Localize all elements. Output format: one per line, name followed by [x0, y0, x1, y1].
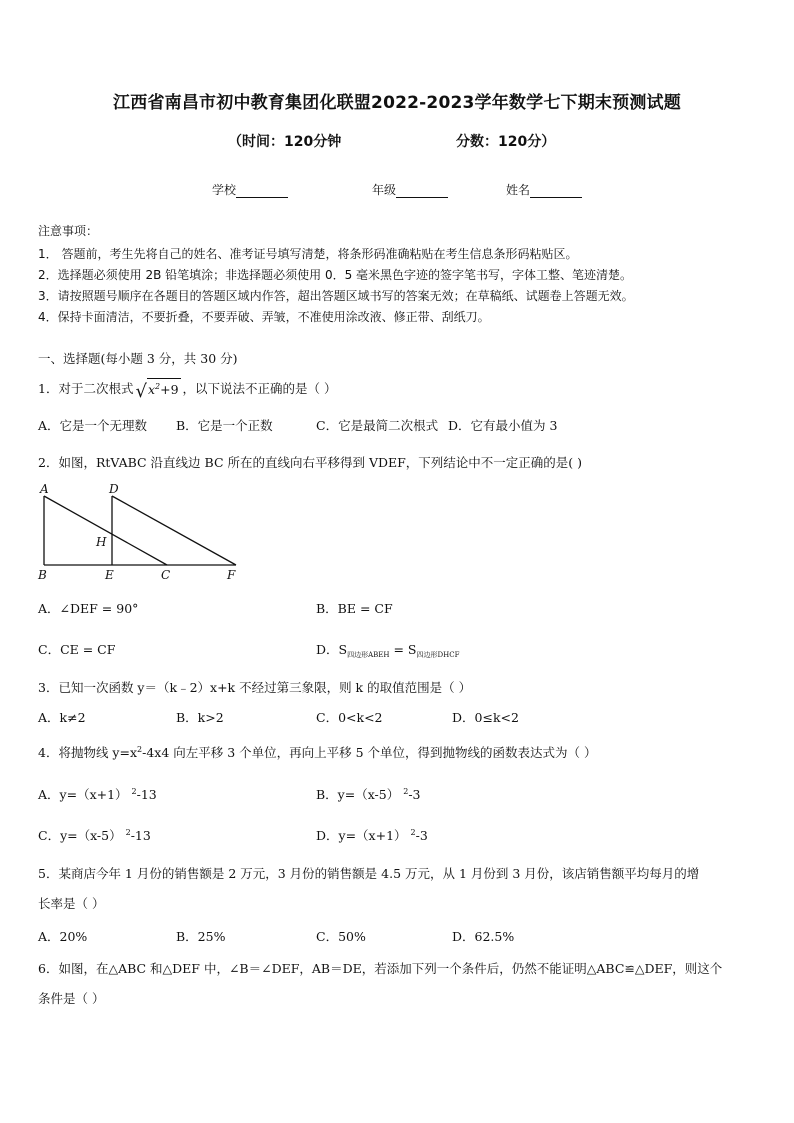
segment-df — [112, 496, 236, 565]
translation-figure — [30, 478, 250, 586]
q5-option-c: C．50% — [316, 929, 366, 944]
total-score: 分数：120分） — [456, 134, 556, 150]
note-item: 1． 答题前，考生先将自己的姓名、准考证号填写清楚，将条形码准确粘贴在考生信息条形码粘贴区。 — [38, 247, 578, 261]
section-heading: 一、选择题(每小题 3 分，共 30 分) — [38, 351, 238, 366]
q3-option-c: C．0<k<2 — [316, 710, 383, 725]
grade-label: 年级 — [372, 183, 397, 197]
q2-option-b: B．BE = CF — [316, 601, 393, 616]
point-a-label: A — [40, 482, 49, 496]
q1-option-b: B．它是一个正数 — [176, 418, 273, 433]
point-b-label: B — [38, 568, 47, 582]
question-3: 3．已知一次函数 y＝（k﹣2）x+k 不经过第三象限，则 k 的取值范围是（ ） — [38, 680, 472, 695]
q4-option-d: D．y=（x+1） $^2$-3 — [316, 827, 428, 843]
q3-option-d: D．0≤k<2 — [452, 710, 519, 725]
name-blank — [530, 184, 582, 198]
q1-option-a: A．它是一个无理数 — [38, 418, 148, 433]
school-field — [212, 181, 288, 198]
point-c-label: C — [161, 568, 171, 582]
school-blank — [236, 184, 288, 198]
grade-field — [372, 181, 448, 198]
question-1: 1．对于二次根式 $√x^2+9$ ，以下说法不正确的是（ ） — [38, 378, 337, 401]
school-label: 学校 — [212, 183, 237, 197]
page-title: 江西省南昌市初中教育集团化联盟2022-2023学年数学七下期末预测试题 — [113, 93, 681, 113]
q2-option-a: A．∠DEF = 90° — [38, 601, 139, 616]
question-5-line-1: 5．某商店今年 1 月份的销售额是 2 万元，3 月份的销售额是 4.5 万元，从 1 月份到 3 月份，该店销售额平均每月的增 — [38, 866, 700, 881]
point-e-label: E — [105, 568, 114, 582]
q4-option-c: C．y=（x-5） $^2$-13 — [38, 827, 151, 843]
question-6-line-1: 6．如图，在△ABC 和△DEF 中，∠B＝∠DEF，AB＝DE，若添加下列一个条件后，仍然不能证明△ABC≌△DEF，则这个 — [38, 961, 723, 976]
name-label: 姓名 — [506, 183, 531, 197]
q2-option-c: C．CE = CF — [38, 642, 116, 657]
question-2: 2．如图，RtVABC 沿直线边 BC 所在的直线向右平移得到 VDEF，下列结论中不一定正确的是( ) — [38, 455, 583, 470]
point-f-label: F — [227, 568, 236, 582]
question-6-line-2: 条件是（ ） — [38, 991, 105, 1006]
q4-option-b: B．y=（x-5） $^2$-3 — [316, 786, 421, 802]
time-limit: （时间：120分钟 — [228, 134, 342, 150]
name-field — [506, 181, 582, 198]
q1-option-c: C．它是最简二次根式 — [316, 418, 439, 433]
q3-option-a: A．k≠2 — [38, 710, 86, 725]
question-4: 4．将抛物线 $y=x^2-4x4$ 向左平移 3 个单位，再向上平移 5 个单位，得到抛物线的函数表达式为（ ） — [38, 744, 597, 760]
note-item: 4．保持卡面清洁，不要折叠，不要弄破、弄皱，不准使用涂改液、修正带、刮纸刀。 — [38, 310, 490, 324]
question-5-line-2: 长率是（ ） — [38, 896, 105, 911]
q4-option-a: A．y=（x+1） $^2$-13 — [38, 786, 157, 802]
q5-option-a: A．20% — [38, 929, 88, 944]
sqrt-expression: $√x^2+9$ — [135, 378, 180, 401]
grade-blank — [396, 184, 448, 198]
q5-option-b: B．25% — [176, 929, 226, 944]
q2-option-d: D．$S_{四边形ABEH} = S_{四边形DHCF}$ — [316, 642, 460, 659]
notes-heading: 注意事项： — [38, 224, 99, 238]
point-d-label: D — [109, 482, 119, 496]
note-item: 2．选择题必须使用 2B 铅笔填涂；非选择题必须使用 0．5 毫米黑色字迹的签字笔书写，字体工整、笔迹清楚。 — [38, 268, 633, 282]
q5-option-d: D．62.5% — [452, 929, 515, 944]
q1-option-d: D．它有最小值为 3 — [448, 418, 558, 433]
note-item: 3．请按照题号顺序在各题目的答题区域内作答，超出答题区域书写的答案无效；在草稿纸、试题卷上答题无效。 — [38, 289, 634, 303]
segment-ac — [44, 496, 167, 565]
q3-option-b: B．k>2 — [176, 710, 224, 725]
point-h-label: H — [96, 535, 107, 549]
